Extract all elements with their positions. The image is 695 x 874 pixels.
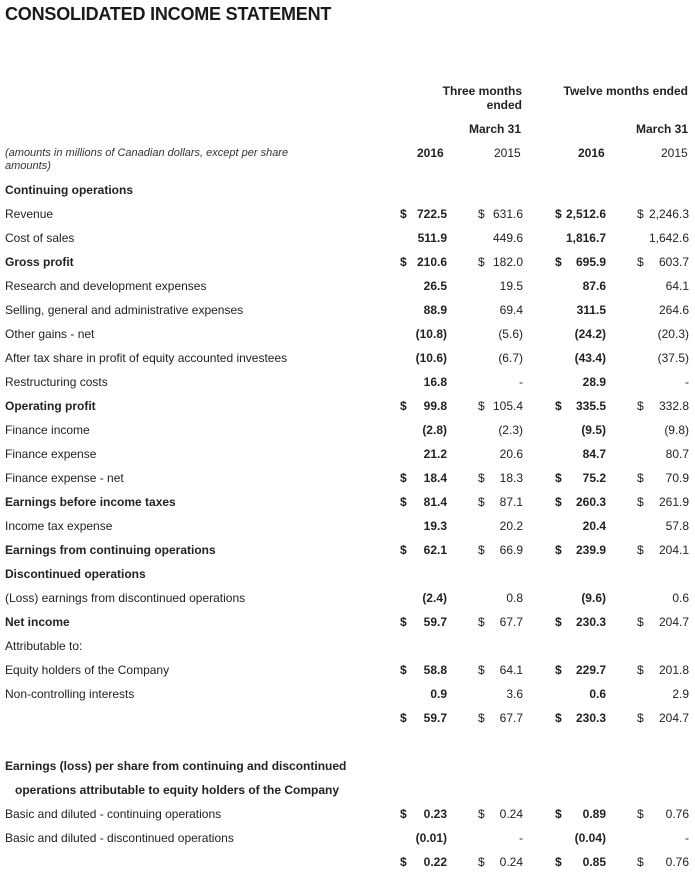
cell-value: 2.9 [672,687,689,701]
cell-value: 631.6 [492,207,523,221]
currency-symbol: $ [478,855,485,869]
cell-value: (5.6) [498,327,523,341]
cell-value: 204.1 [658,543,689,557]
header-three-months: Three months ended [442,84,522,112]
header-twelve-months: Twelve months ended [563,84,688,98]
currency-symbol: $ [400,255,407,269]
currency-symbol: $ [400,807,407,821]
currency-symbol: $ [637,855,644,869]
cell-value: 59.7 [423,711,447,725]
currency-symbol: $ [478,399,485,413]
cell-value: 19.3 [423,519,447,533]
cell-value: (2.3) [498,423,523,437]
row-label: Basic and diluted - discontinued operations [5,831,234,845]
page-title: CONSOLIDATED INCOME STATEMENT [5,4,332,24]
currency-symbol: $ [555,543,562,557]
cell-value: 80.7 [665,447,689,461]
row-label: Revenue [5,207,54,221]
table-row [0,490,695,514]
cell-value: 67.7 [499,615,523,629]
currency-symbol: $ [637,615,644,629]
table-row [0,298,695,322]
year-header-3: 2016 [578,146,605,160]
cell-value: 0.24 [499,855,523,869]
cell-value: 264.6 [658,303,689,317]
cell-value: (10.6) [415,351,447,365]
cell-value: 1,642.6 [648,231,689,245]
currency-symbol: $ [637,663,644,677]
currency-symbol: $ [478,543,485,557]
cell-value: - [685,831,689,845]
row-label: operations attributable to equity holders of the Company [15,783,340,797]
cell-value: 105.4 [492,399,523,413]
cell-value: 239.9 [575,543,606,557]
cell-value: 21.2 [423,447,447,461]
cell-value: 81.4 [423,495,447,509]
cell-value: 64.1 [665,279,689,293]
cell-value: 0.24 [499,807,523,821]
cell-value: 84.7 [582,447,606,461]
row-label: Cost of sales [5,231,75,245]
cell-value: 62.1 [423,543,447,557]
cell-value: (9.8) [664,423,689,437]
cell-value: - [519,375,523,389]
year-header-2: 2015 [494,146,521,160]
cell-value: 0.22 [423,855,447,869]
table-row [0,274,695,298]
cell-value: 75.2 [582,471,606,485]
table-row [0,514,695,538]
cell-value: 0.89 [582,807,606,821]
cell-value: 20.4 [582,519,606,533]
currency-symbol: $ [637,495,644,509]
row-label: Finance expense - net [5,471,124,485]
currency-symbol: $ [555,255,562,269]
cell-value: 20.6 [499,447,523,461]
cell-value: 28.9 [582,375,606,389]
currency-symbol: $ [637,207,644,221]
row-label: Discontinued operations [5,567,146,581]
amounts-note: (amounts in millions of Canadian dollars, except per share amounts) [5,147,289,172]
row-label: Selling, general and administrative expenses [5,303,244,317]
row-label: Income tax expense [5,519,113,533]
row-label: Non-controlling interests [5,687,135,701]
currency-symbol: $ [400,207,407,221]
table-row [0,538,695,562]
cell-value: 2,246.3 [648,207,689,221]
row-label: Finance income [5,423,90,437]
cell-value: 0.76 [665,855,689,869]
cell-value: 229.7 [575,663,606,677]
cell-value: (9.6) [581,591,606,605]
currency-symbol: $ [637,807,644,821]
cell-value: 18.4 [423,471,447,485]
row-label: Research and development expenses [5,279,207,293]
currency-symbol: $ [478,207,485,221]
currency-symbol: $ [555,711,562,725]
year-header-1: 2016 [417,146,444,160]
cell-value: 260.3 [575,495,606,509]
row-label: Continuing operations [5,183,133,197]
table-row [0,754,695,778]
cell-value: 204.7 [658,711,689,725]
table-row [0,658,695,682]
table-row [0,610,695,634]
year-header-4: 2015 [661,146,688,160]
currency-symbol: $ [400,855,407,869]
currency-symbol: $ [637,255,644,269]
row-label: After tax share in profit of equity accounted investees [5,351,288,365]
cell-value: 0.23 [423,807,447,821]
table-row [0,202,695,226]
cell-value: 511.9 [417,231,447,245]
currency-symbol: $ [400,615,407,629]
table-row [0,826,695,850]
row-label: Gross profit [5,255,74,269]
cell-value: (10.8) [415,327,447,341]
table-row [0,634,695,658]
row-label: Other gains - net [5,327,95,341]
currency-symbol: $ [478,495,485,509]
cell-value: 230.3 [575,615,606,629]
cell-value: (24.2) [574,327,606,341]
cell-value: 210.6 [416,255,447,269]
row-label: (Loss) earnings from discontinued operations [5,591,246,605]
cell-value: 182.0 [492,255,523,269]
row-label: Restructuring costs [5,375,108,389]
cell-value: (0.04) [574,831,606,845]
header-date-three: March 31 [469,122,522,136]
table-row [0,682,695,706]
table-row [0,706,695,730]
table-row [0,394,695,418]
table-row [0,730,695,754]
row-label: Net income [5,615,70,629]
table-row [0,322,695,346]
currency-symbol: $ [478,663,485,677]
currency-symbol: $ [555,615,562,629]
cell-value: 261.9 [658,495,689,509]
table-row [0,562,695,586]
cell-value: 332.8 [658,399,689,413]
cell-value: 67.7 [499,711,523,725]
cell-value: 70.9 [665,471,689,485]
cell-value: 603.7 [658,255,689,269]
cell-value: (9.5) [581,423,606,437]
currency-symbol: $ [400,663,407,677]
cell-value: 87.1 [499,495,523,509]
row-label: Attributable to: [5,639,83,653]
table-row [0,850,695,874]
cell-value: 0.9 [430,687,447,701]
cell-value: 64.1 [499,663,523,677]
cell-value: 0.8 [506,591,523,605]
table-row [0,370,695,394]
cell-value: 88.9 [423,303,447,317]
table-row [0,226,695,250]
currency-symbol: $ [400,471,407,485]
currency-symbol: $ [555,495,562,509]
cell-value: 0.6 [589,687,606,701]
cell-value: 99.8 [423,399,447,413]
cell-value: (2.8) [422,423,447,437]
cell-value: 20.2 [499,519,523,533]
row-label: Earnings (loss) per share from continuing and discontinued [5,759,347,773]
currency-symbol: $ [555,207,562,221]
cell-value: - [685,375,689,389]
currency-symbol: $ [400,543,407,557]
table-row [0,250,695,274]
table-row [0,466,695,490]
cell-value: 58.8 [423,663,447,677]
table-row [0,418,695,442]
currency-symbol: $ [478,471,485,485]
cell-value: 0.6 [672,591,689,605]
header-date-twelve: March 31 [636,122,689,136]
row-label: Equity holders of the Company [5,663,170,677]
cell-value: 57.8 [665,519,689,533]
cell-value: 0.76 [665,807,689,821]
cell-value: 335.5 [575,399,606,413]
cell-value: (0.01) [415,831,447,845]
cell-value: - [519,831,523,845]
cell-value: (2.4) [422,591,447,605]
cell-value: 66.9 [499,543,523,557]
currency-symbol: $ [555,663,562,677]
currency-symbol: $ [637,711,644,725]
currency-symbol: $ [400,495,407,509]
row-label: Earnings from continuing operations [5,543,216,557]
currency-symbol: $ [637,399,644,413]
currency-symbol: $ [400,711,407,725]
currency-symbol: $ [478,807,485,821]
row-label: Basic and diluted - continuing operations [5,807,222,821]
cell-value: (43.4) [574,351,606,365]
currency-symbol: $ [555,855,562,869]
cell-value: 19.5 [499,279,523,293]
cell-value: 3.6 [506,687,523,701]
cell-value: 695.9 [575,255,606,269]
cell-value: 1,816.7 [565,231,606,245]
cell-value: 69.4 [499,303,523,317]
currency-symbol: $ [555,807,562,821]
table-row [0,778,695,802]
row-label: Earnings before income taxes [5,495,176,509]
cell-value: (6.7) [498,351,523,365]
currency-symbol: $ [637,471,644,485]
row-label: Operating profit [5,399,96,413]
currency-symbol: $ [555,399,562,413]
currency-symbol: $ [400,399,407,413]
cell-value: (37.5) [657,351,689,365]
currency-symbol: $ [478,615,485,629]
cell-value: 204.7 [658,615,689,629]
cell-value: 311.5 [576,303,606,317]
cell-value: 26.5 [423,279,447,293]
cell-value: 18.3 [499,471,523,485]
cell-value: 0.85 [582,855,606,869]
table-row [0,178,695,202]
cell-value: 201.8 [658,663,689,677]
cell-value: 2,512.6 [565,207,606,221]
cell-value: 87.6 [582,279,606,293]
cell-value: 449.6 [492,231,523,245]
cell-value: (20.3) [657,327,689,341]
table-row [0,346,695,370]
table-row [0,442,695,466]
currency-symbol: $ [478,255,485,269]
row-label: Finance expense [5,447,97,461]
table-row [0,586,695,610]
cell-value: 230.3 [575,711,606,725]
currency-symbol: $ [637,543,644,557]
currency-symbol: $ [478,711,485,725]
cell-value: 59.7 [423,615,447,629]
currency-symbol: $ [555,471,562,485]
table-row [0,802,695,826]
cell-value: 722.5 [416,207,447,221]
cell-value: 16.8 [423,375,447,389]
